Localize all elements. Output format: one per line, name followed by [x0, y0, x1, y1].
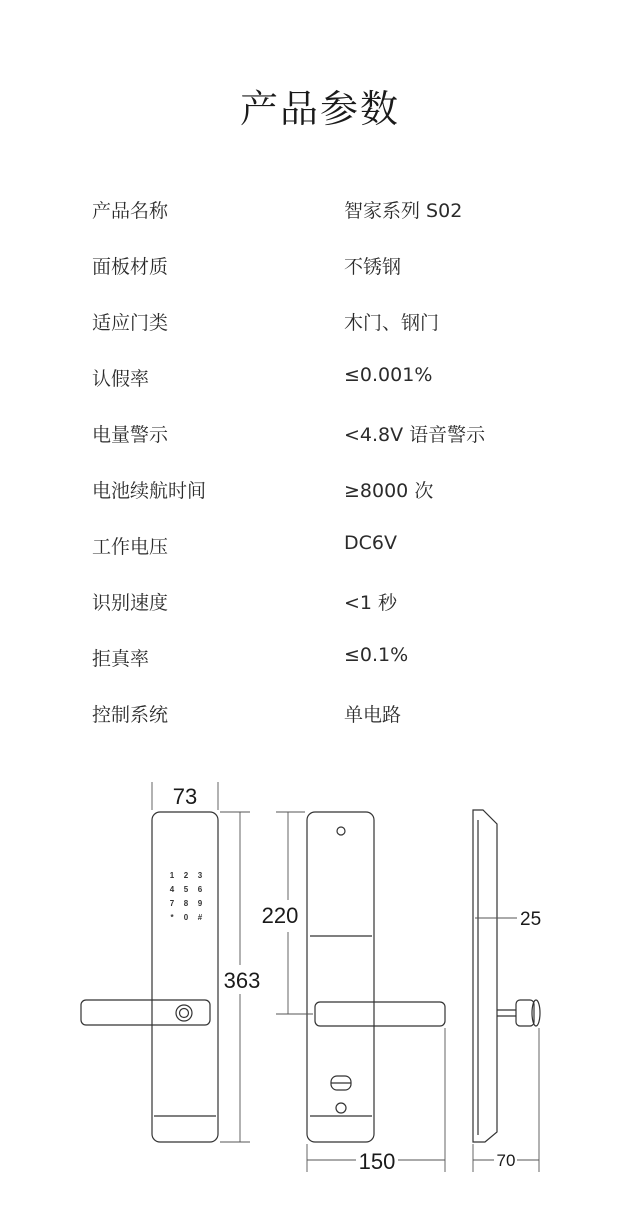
- keypad-key: #: [197, 913, 203, 922]
- keypad: [170, 871, 203, 922]
- spec-value: <4.8V 语音警示: [344, 424, 486, 446]
- spec-label: 适应门类: [92, 312, 169, 334]
- side-view: [307, 812, 445, 1142]
- spec-label: 电池续航时间: [92, 480, 207, 502]
- keypad-key: 2: [183, 871, 189, 880]
- spec-row: [0, 588, 640, 644]
- spec-row: [0, 252, 640, 308]
- spec-label: 认假率: [92, 368, 150, 390]
- keypad-key: 0: [183, 913, 189, 922]
- lock-dimension-drawing: [0, 760, 640, 1220]
- spec-row: [0, 364, 640, 420]
- dimension-depth-label: 70: [496, 1151, 516, 1170]
- keypad-key: 9: [197, 899, 203, 908]
- spec-row: [0, 532, 640, 588]
- spec-label: 产品名称: [92, 200, 169, 222]
- dimension-keypad-label: 220: [261, 903, 299, 928]
- keypad-key: 6: [197, 885, 203, 894]
- spec-value: 不锈钢: [344, 256, 402, 278]
- profile-view: [473, 810, 540, 1142]
- keypad-key: 7: [169, 899, 175, 908]
- spec-row: [0, 476, 640, 532]
- spec-label: 电量警示: [92, 424, 169, 446]
- front-view: [81, 812, 218, 1142]
- keypad-key: 1: [169, 871, 175, 880]
- keypad-key: 3: [197, 871, 203, 880]
- spec-label: 拒真率: [92, 648, 150, 670]
- spec-row: [0, 196, 640, 252]
- front-handle: [81, 1000, 210, 1025]
- spec-label: 工作电压: [92, 536, 169, 558]
- spec-label: 控制系统: [92, 704, 169, 726]
- dimension-width-label: 73: [172, 784, 198, 809]
- spec-value: 单电路: [344, 704, 402, 726]
- spec-value: ≤0.1%: [344, 644, 409, 666]
- profile-body: [473, 810, 497, 1142]
- keyhole-icon: [336, 1103, 346, 1113]
- page-title: 产品参数: [239, 87, 400, 131]
- keypad-key: 5: [183, 885, 189, 894]
- spec-value: 木门、钢门: [344, 312, 440, 334]
- dimension-thickness-label: 25: [520, 909, 542, 930]
- spec-value: ≤0.001%: [344, 364, 433, 386]
- keypad-key: 4: [169, 885, 175, 894]
- spec-table: [0, 196, 640, 756]
- side-panel: [307, 812, 374, 1142]
- spec-value: <1 秒: [344, 592, 398, 614]
- spec-row: [0, 308, 640, 364]
- spec-label: 识别速度: [92, 592, 169, 614]
- spec-value: 智家系列 S02: [344, 200, 463, 222]
- spec-value: ≥8000 次: [344, 480, 434, 502]
- spec-row: [0, 700, 640, 756]
- profile-cylinder: [516, 1000, 534, 1026]
- front-panel: [152, 812, 218, 1142]
- keypad-key: *: [170, 913, 174, 922]
- fingerprint-sensor-icon: [176, 1005, 192, 1021]
- spec-label: 面板材质: [92, 256, 169, 278]
- spec-value: DC6V: [344, 532, 397, 554]
- spec-row: [0, 420, 640, 476]
- dimension-height-label: 363: [223, 968, 261, 993]
- spec-row: [0, 644, 640, 700]
- keypad-key: 8: [183, 899, 189, 908]
- screw-icon: [337, 827, 345, 835]
- side-handle: [315, 1002, 445, 1026]
- dimension-handle-label: 150: [358, 1149, 396, 1174]
